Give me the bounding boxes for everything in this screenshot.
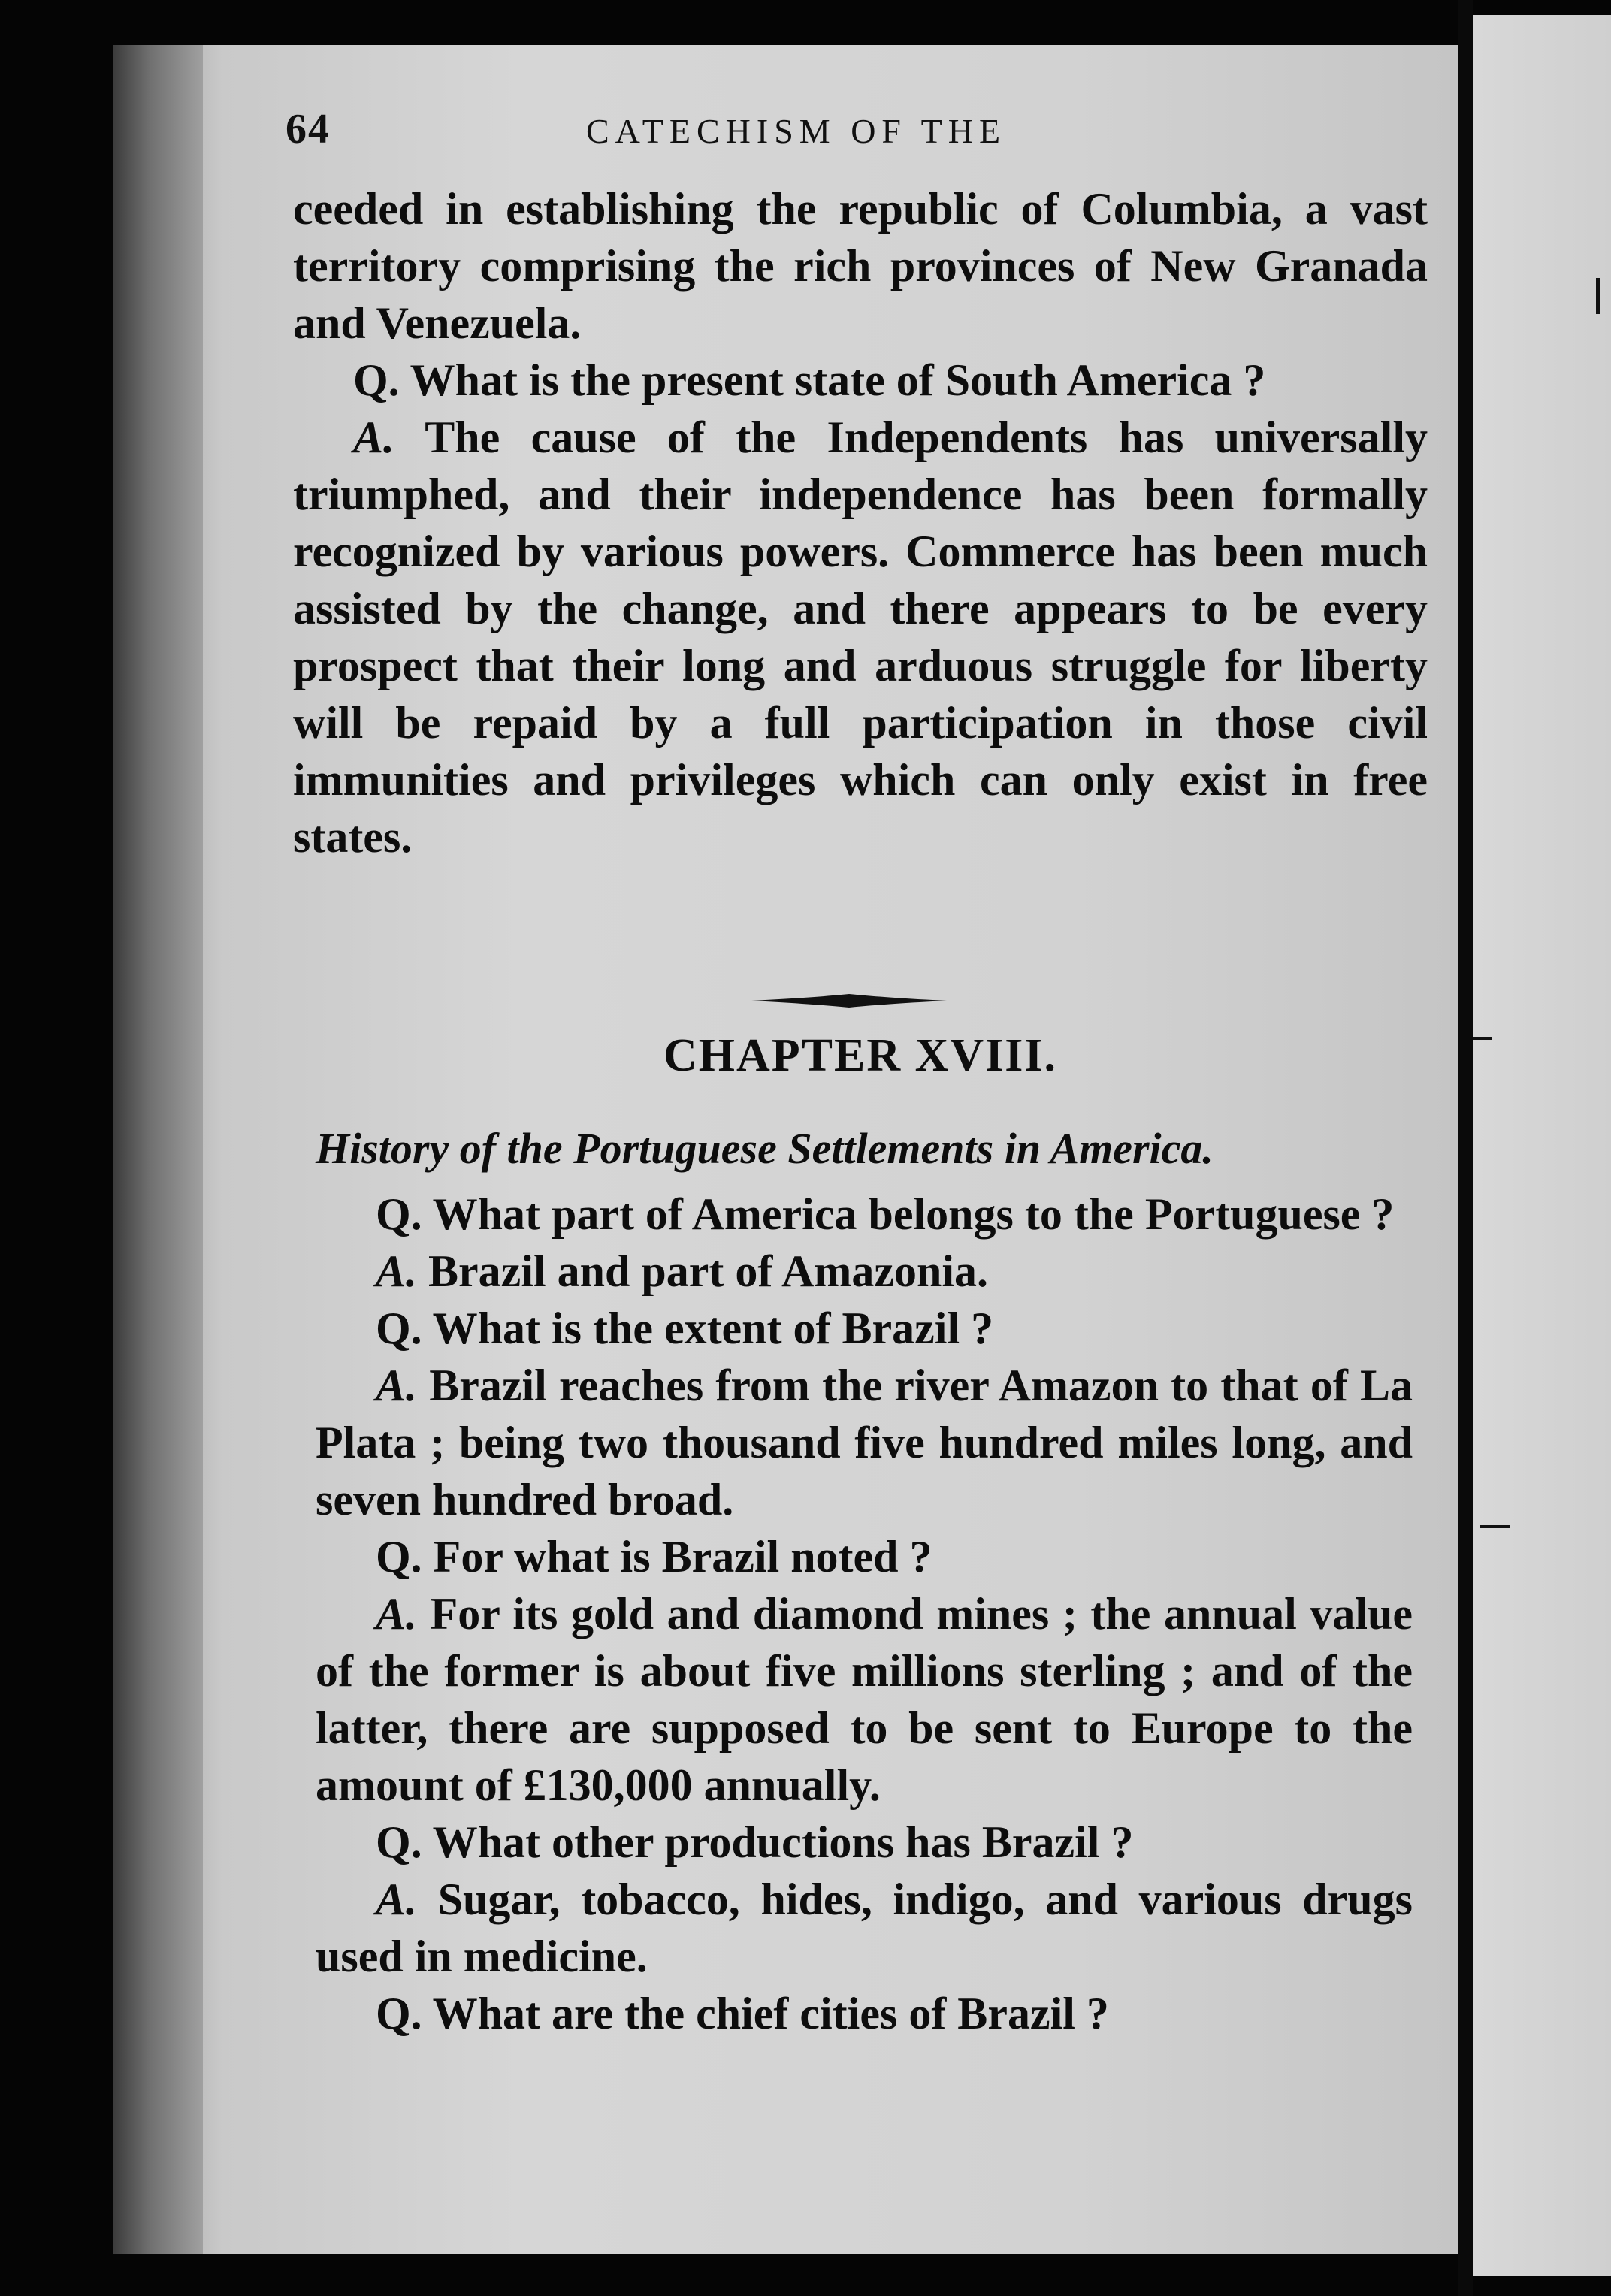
paragraph-text: For what is Brazil noted ?	[433, 1532, 932, 1582]
chapter-heading: CHAPTER XVIII.	[663, 1030, 1058, 1081]
body-text-bottom	[316, 1186, 1413, 2042]
paragraph-text: What part of America belongs to the Portuguese ?	[432, 1189, 1395, 1239]
paragraph-text: Sugar, tobacco, hides, indigo, and various drugs used in medicine.	[316, 1875, 1413, 1981]
answer-paragraph	[316, 1243, 1413, 1300]
question-paragraph	[316, 1528, 1413, 1585]
answer-label: A.	[376, 1875, 418, 1924]
answer-label: A.	[353, 412, 395, 462]
question-label: Q.	[376, 1532, 422, 1582]
paragraph-text: What is the extent of Brazil ?	[432, 1304, 994, 1353]
text-paragraph	[293, 180, 1428, 352]
answer-paragraph	[316, 1585, 1413, 1814]
paragraph-text: What is the present state of South America ?	[410, 355, 1266, 405]
paragraph-text: Brazil reaches from the river Amazon to that of La Plata ; being two thousand five hundred miles long, and seven hundred broad.	[316, 1361, 1413, 1524]
chapter-subtitle: History of the Portuguese Settlements in America.	[316, 1124, 1214, 1173]
answer-paragraph	[293, 409, 1428, 866]
page-header	[286, 105, 1428, 153]
page-number: 64	[286, 106, 331, 153]
ornamental-rule-icon	[751, 993, 947, 1008]
paragraph-text: The cause of the Independents has universally triumphed, and their independence has been formally recognized by various powers. Commerce has been much assisted by the change, and there appears to be every prospect that their long and arduous struggle for liberty will be repaid by a full participation in those civil immunities and privileges which can only exist in free states.	[293, 412, 1428, 862]
question-label: Q.	[376, 1817, 422, 1867]
paragraph-text: For its gold and diamond mines ; the annual value of the former is about five millions sterling ; and of the latter, there are supposed to be sent to Europe to the amount of £130,000 annually.	[316, 1589, 1413, 1810]
question-paragraph	[293, 352, 1428, 409]
facing-page-edge	[1473, 15, 1611, 2276]
page-gutter-edge	[1458, 0, 1473, 2296]
book-spine-shadow	[113, 45, 203, 2254]
question-label: Q.	[376, 1304, 422, 1353]
facing-page-mark-lower	[1480, 1525, 1510, 1528]
facing-page-mark-top	[1596, 278, 1600, 314]
answer-label: A.	[376, 1246, 418, 1296]
paragraph-text: What other productions has Brazil ?	[432, 1817, 1134, 1867]
answer-label: A.	[376, 1361, 418, 1410]
question-label: Q.	[353, 355, 400, 405]
paragraph-text: Brazil and part of Amazonia.	[428, 1246, 989, 1296]
answer-label: A.	[376, 1589, 418, 1639]
running-head: CATECHISM OF THE	[586, 112, 1007, 150]
answer-paragraph	[316, 1871, 1413, 1985]
body-text-top	[293, 180, 1428, 866]
question-paragraph	[316, 1985, 1413, 2042]
question-label: Q.	[376, 1189, 422, 1239]
answer-paragraph	[316, 1357, 1413, 1528]
facing-page-mark-middle	[1473, 1037, 1492, 1040]
section-divider	[751, 993, 947, 1008]
question-label: Q.	[376, 1989, 422, 2038]
question-paragraph	[316, 1186, 1413, 1243]
question-paragraph	[316, 1814, 1413, 1871]
question-paragraph	[316, 1300, 1413, 1357]
paragraph-text: ceeded in establishing the republic of Columbia, a vast territory comprising the rich provinces of New Granada and Venezuela.	[293, 184, 1428, 348]
paragraph-text: What are the chief cities of Brazil ?	[432, 1989, 1109, 2038]
